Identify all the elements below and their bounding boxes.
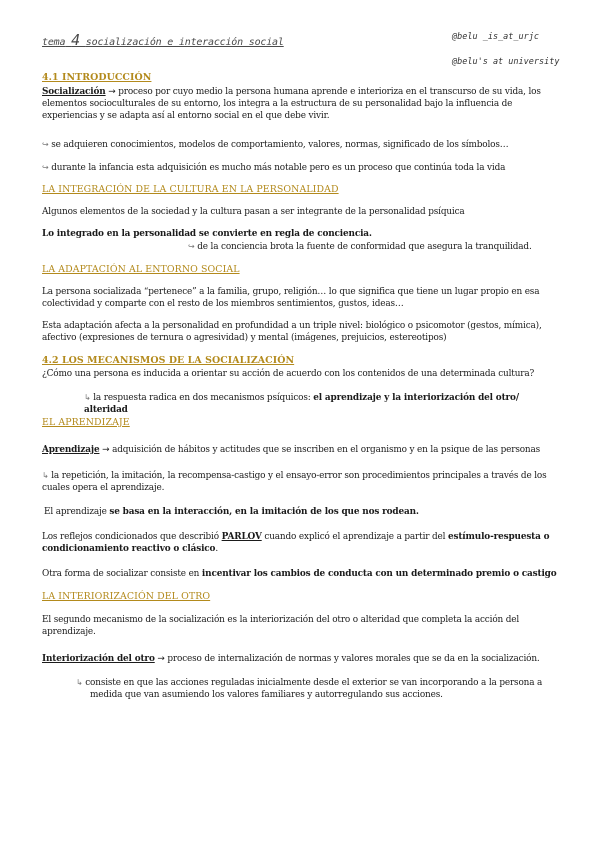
pavlov-end: . [215, 544, 218, 555]
integracion-bold-rule: Lo integrado en la personalidad se convierte en regla de conciencia. [42, 229, 372, 239]
otra-plain: Otra forma de socializar consiste en [42, 569, 200, 579]
adaptacion-p1: La persona socializada “pertenece” a la familia, grupo, religión… lo que significa que tiene un lugar propio en esa colectividad y comparte con el resto de los miembros sentimientos, gustos, ideas… [42, 287, 540, 310]
interaccion-plain: El aprendizaje [44, 507, 107, 517]
aprendizaje-otra-forma [42, 568, 562, 580]
mecanismos-answer [84, 392, 564, 416]
interiorizacion-p1: El segundo mecanismo de la socialización es la interiorización del otro o alteridad que completa la acción del aprendizaje. [42, 615, 520, 638]
aprendizaje-interaccion [44, 506, 564, 518]
bullet-conocimientos [42, 139, 562, 151]
aprendizaje-term: Aprendizaje [42, 445, 100, 455]
arrow-icon: → [102, 445, 110, 455]
author-handle-university: @belu's at university [452, 57, 560, 67]
interiorizacion-definition [42, 653, 562, 665]
interiorizacion-def-text: proceso de internalización de normas y valores morales que se da en la socialización. [167, 654, 540, 664]
socializacion-def-text: proceso por cuyo medio la persona humana aprende e interioriza en el transcurso de su vida, los elementos socioculturales de su entorno, los integra a la estructura de su personalidad bajo la influencia de experiencias y se adapta así al entorno social en el que debe vivir. [42, 87, 541, 122]
bullet-1-text: se adquieren conocimientos, modelos de comportamiento, valores, normas, significado de los símbolos… [51, 140, 509, 150]
socializacion-definition [42, 86, 562, 123]
integracion-conformidad [188, 241, 568, 253]
heading-interiorizacion: LA INTERIORIZACIÓN DEL OTRO [42, 591, 211, 602]
procedures-text: la repetición, la imitación, la recompensa-castigo y el ensayo-error son procedimientos principales a través de los cuales opera el aprendizaje. [42, 471, 547, 494]
pavlov-text-2: cuando explicó el aprendizaje a partir del [264, 532, 446, 542]
title-prefix: tema [42, 37, 66, 48]
answer-plain: la respuesta radica en dos mecanismos psíquicos: [93, 393, 311, 403]
curved-arrow-icon: ↪ [42, 140, 49, 149]
answer-bold: el aprendizaje y la interiorización del otro/ alteridad [84, 393, 519, 416]
curved-arrow-icon: ↪ [42, 163, 49, 172]
page-title [42, 31, 284, 49]
bullet-infancia [42, 162, 562, 174]
title-number: 4 [71, 31, 80, 49]
hook-arrow-icon: ↳ [42, 471, 49, 480]
pavlov-name: PARLOV [221, 532, 262, 542]
hook-arrow-icon: ↳ [76, 678, 83, 687]
arrow-icon: → [157, 654, 165, 664]
heading-introduccion: 4.1 INTRODUCCIÓN [42, 72, 152, 83]
heading-aprendizaje: EL APRENDIZAJE [42, 417, 130, 428]
aprendizaje-procedures [42, 470, 562, 494]
pavlov-bold: estímulo-respuesta o condicionamiento reactivo o clásico [42, 532, 550, 555]
interaccion-bold: se basa en la interacción, en la imitación de los que nos rodean. [109, 507, 419, 517]
otra-bold: incentivar los cambios de conducta con un determinado premio o castigo [201, 569, 557, 579]
arrow-icon: → [108, 87, 116, 97]
socializacion-term: Socialización [42, 87, 106, 97]
aprendizaje-pavlov [42, 531, 562, 555]
mecanismos-question: ¿Cómo una persona es inducida a orientar su acción de acuerdo con los contenidos de una determinada cultura? [42, 369, 535, 379]
integracion-p3-text: de la conciencia brota la fuente de conformidad que asegura la tranquilidad. [197, 242, 532, 252]
interiorizacion-detail [76, 677, 570, 701]
heading-integracion: LA INTEGRACIÓN DE LA CULTURA EN LA PERSONALIDAD [42, 184, 339, 195]
aprendizaje-def-text: adquisición de hábitos y actitudes que se inscriben en el organismo y en la psique de las personas [112, 445, 541, 455]
aprendizaje-definition [42, 444, 562, 456]
integracion-p1: Algunos elementos de la sociedad y la cultura pasan a ser integrante de la personalidad psíquica [42, 207, 465, 217]
detail-text: consiste en que las acciones reguladas inicialmente desde el exterior se van incorporando a la persona a medida que van asumiendo los valores familiares y autorregulando sus acciones. [85, 678, 543, 701]
curved-arrow-icon: ↪ [188, 242, 195, 251]
author-handle-urjc: @belu _is_at_urjc [452, 32, 539, 42]
hook-arrow-icon: ↳ [84, 393, 91, 402]
bullet-2-text: durante la infancia esta adquisición es mucho más notable pero es un proceso que continúa toda la vida [51, 163, 506, 173]
heading-adaptacion: LA ADAPTACIÓN AL ENTORNO SOCIAL [42, 264, 240, 275]
heading-mecanismos: 4.2 LOS MECANISMOS DE LA SOCIALIZACIÓN [42, 355, 295, 366]
pavlov-text-1: Los reflejos condicionados que describió [42, 532, 219, 542]
title-text: socialización e interacción social [85, 37, 284, 48]
adaptacion-p2: Esta adaptación afecta a la personalidad en profundidad a un triple nivel: biológico o psicomotor (gestos, mímica), afectivo (expresiones de ternura o agresividad) y mental (imágenes, prejuicios, estereotipos) [42, 321, 542, 344]
interiorizacion-term: Interiorización del otro [42, 654, 155, 664]
